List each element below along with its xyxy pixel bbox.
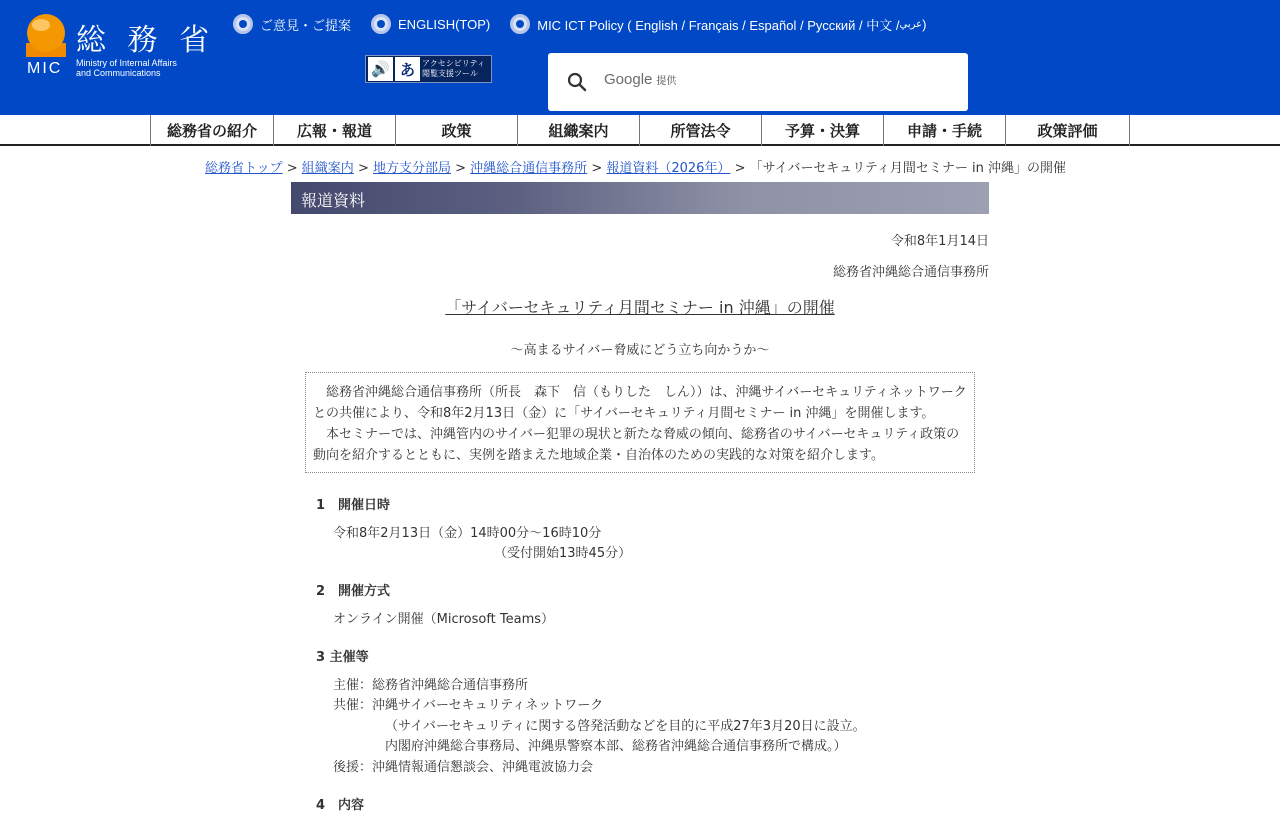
mic-ict-policy-link[interactable]	[510, 14, 926, 34]
speaker-icon: 🔊	[368, 57, 393, 81]
breadcrumb-separator: >	[730, 161, 750, 176]
nav-item-organization[interactable]: 組織案内	[518, 115, 640, 146]
breadcrumb-separator: >	[282, 161, 302, 176]
global-nav	[0, 115, 1280, 146]
nav-item-evaluation[interactable]: 政策評価	[1006, 115, 1130, 146]
accessibility-tool-button[interactable]	[365, 55, 492, 83]
opinion-link-label: ご意見・ご提案	[260, 17, 352, 33]
issuing-organization: 総務省沖縄総合通信事務所	[832, 265, 989, 280]
logo-english	[76, 58, 177, 78]
section-heading-format: 2 開催方式	[316, 584, 391, 599]
mic-ict-policy-link-label: MIC ICT Policy ( English / Français / Español / Русский / 中文 /	[537, 17, 900, 33]
datetime-value: 令和8年2月13日（金）14時00分～16時10分	[333, 526, 602, 541]
cohost-note-1: （サイバーセキュリティに関する啓発活動などを目的に平成27年3月20日に設立。	[385, 719, 866, 734]
orange-sphere-icon	[26, 13, 66, 57]
press-release-header: 報道資料	[291, 182, 989, 214]
radio-bullet-icon	[371, 14, 391, 34]
opinion-link[interactable]	[233, 14, 351, 34]
summary-paragraph-1: 総務省沖縄総合通信事務所（所長 森下 信（もりした しん））は、沖縄サイバーセキュリティネットワークとの共催により、令和8年2月13日（金）に「サイバーセキュリティ月間セミナー in 沖縄」を開催します。	[313, 385, 967, 421]
section-heading-organizers: 3 主催等	[316, 650, 369, 665]
breadcrumb-current: 「サイバーセキュリティ月間セミナー in 沖縄」の開催	[749, 161, 1067, 176]
hiragana-a-icon: あ	[395, 57, 420, 81]
site-search-box[interactable]	[548, 53, 968, 111]
nav-item-applications[interactable]: 申請・手続	[884, 115, 1006, 146]
accessibility-label	[422, 59, 485, 79]
breadcrumb-link-top[interactable]: 総務省トップ	[205, 161, 283, 176]
mic-ict-policy-link-close: )	[922, 16, 927, 32]
google-branding	[604, 71, 676, 88]
format-value: オンライン開催（Microsoft Teams）	[333, 612, 555, 627]
logo-english-line2: and Communications	[76, 68, 161, 78]
header-links	[233, 14, 946, 34]
radio-bullet-icon	[233, 14, 253, 34]
nav-item-laws[interactable]: 所管法令	[640, 115, 762, 146]
breadcrumb-link-regional[interactable]: 地方支分部局	[372, 161, 451, 176]
breadcrumb-separator: >	[353, 161, 373, 176]
english-top-link-label: ENGLISH(TOP)	[398, 16, 491, 32]
page-title	[0, 295, 1280, 318]
summary-paragraph-2: 本セミナーでは、沖縄管内のサイバー犯罪の現状と新たな脅威の傾向、総務省のサイバーセキュリティ政策の動向を紹介するとともに、実例を踏まえた地域企業・自治体のための実践的な対策を紹介します。	[313, 427, 960, 463]
page-title-text: 「サイバーセキュリティ月間セミナー in 沖縄」の開催	[445, 298, 835, 317]
breadcrumb	[205, 157, 1066, 176]
accessibility-line1: アクセシビリティ	[422, 59, 485, 68]
breadcrumb-separator: >	[451, 161, 471, 176]
release-date: 令和8年1月14日	[890, 234, 989, 249]
reception-time: （受付開始13時45分）	[494, 546, 632, 561]
google-label: Google	[604, 71, 653, 88]
nav-item-press[interactable]: 広報・報道	[274, 115, 396, 146]
accessibility-line2: 閲覧支援ツール	[422, 69, 478, 78]
breadcrumb-link-press-2026[interactable]: 報道資料（2026年）	[606, 161, 731, 176]
organizer-support: 後援：沖縄情報通信懇談会、沖縄電波協力会	[333, 760, 594, 775]
nav-item-about[interactable]: 総務省の紹介	[151, 115, 274, 146]
summary-box	[305, 372, 975, 473]
logo-kanji: 総 務 省	[76, 23, 216, 58]
organizer-host: 主催：総務省沖縄総合通信事務所	[333, 678, 529, 693]
logo-mic: MIC	[27, 60, 63, 77]
arabic-label: عربي	[899, 18, 923, 30]
provided-label: 提供	[656, 76, 677, 87]
breadcrumb-link-okinawa[interactable]: 沖縄総合通信事務所	[470, 161, 588, 176]
nav-item-budget[interactable]: 予算・決算	[762, 115, 884, 146]
logo-english-line1: Ministry of Internal Affairs	[76, 58, 177, 68]
cohost-note-2: 内閣府沖縄総合事務局、沖縄県警察本部、総務省沖縄総合通信事務所で構成。）	[385, 739, 847, 754]
english-top-link[interactable]	[371, 14, 490, 34]
site-header	[0, 0, 1280, 115]
radio-bullet-icon	[510, 14, 530, 34]
mic-logo[interactable]	[26, 13, 216, 83]
page-subtitle: ～高まるサイバー脅威にどう立ち向かうか～	[510, 343, 770, 358]
breadcrumb-separator: >	[587, 161, 607, 176]
section-heading-datetime: 1 開催日時	[316, 498, 391, 513]
section-heading-content: 4 内容	[316, 798, 365, 813]
search-icon[interactable]	[567, 72, 587, 92]
breadcrumb-link-organization[interactable]: 組織案内	[301, 161, 354, 176]
nav-item-policy[interactable]: 政策	[396, 115, 518, 146]
organizer-cohost: 共催：沖縄サイバーセキュリティネットワーク	[333, 698, 604, 713]
